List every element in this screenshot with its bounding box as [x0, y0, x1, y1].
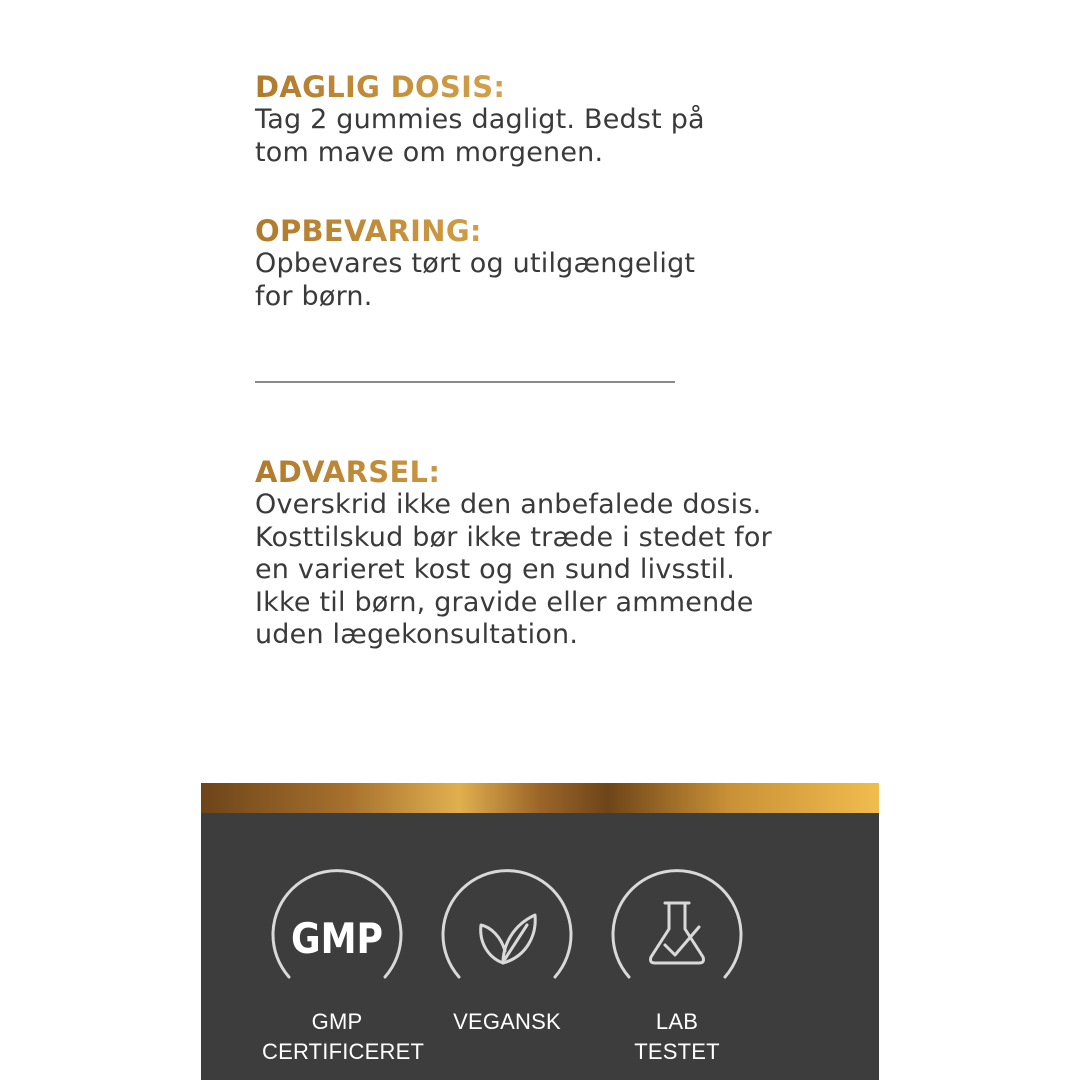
certification-panel: [201, 783, 879, 1080]
label-line: TESTET: [634, 1039, 720, 1064]
text-line: Kosttilskud bør ikke træde i stedet for: [255, 521, 772, 553]
badge-lab-label: [602, 1007, 752, 1067]
text-line: Ikke til børn, gravide eller ammende: [255, 586, 754, 618]
heading-opbevaring: OPBEVARING:: [255, 214, 875, 248]
heading-advarsel: ADVARSEL:: [255, 455, 875, 489]
text-line: en varieret kost og en sund livsstil.: [255, 554, 736, 585]
text-line: for børn.: [255, 280, 373, 312]
text-line: Tag 2 gummies dagligt. Bedst på: [255, 104, 705, 135]
label-line: CERTIFICERET: [262, 1039, 425, 1064]
text-opbevaring: [255, 248, 875, 313]
label-line: VEGANSK: [453, 1009, 561, 1034]
text-advarsel: [255, 489, 875, 652]
text-line: uden lægekonsultation.: [255, 619, 579, 650]
text-line: Opbevares tørt og utilgængeligt: [255, 248, 696, 279]
text-line: Overskrid ikke den anbefalede dosis.: [255, 489, 762, 520]
label-line: LAB: [655, 1009, 699, 1034]
flask-check-icon: [607, 865, 747, 995]
badge-gmp-label: [262, 1007, 425, 1067]
section-opbevaring: [255, 214, 875, 313]
leaf-icon: [437, 865, 577, 995]
gmp-text-icon: [267, 865, 407, 995]
heading-daglig-dosis: DAGLIG DOSIS:: [255, 70, 875, 104]
section-daglig-dosis: [255, 70, 875, 169]
gmp-emblem-text: GMP: [290, 915, 384, 964]
section-advarsel: [255, 455, 875, 652]
divider-line: [255, 381, 675, 383]
text-line: tom mave om morgenen.: [255, 136, 604, 168]
badge-gmp: [262, 865, 425, 1067]
gold-band: [201, 783, 879, 813]
badge-lab: [602, 865, 752, 1067]
badge-vegansk: [432, 865, 582, 1037]
badge-vegansk-label: [432, 1007, 582, 1037]
text-daglig-dosis: [255, 104, 875, 169]
label-line: GMP: [311, 1009, 363, 1034]
